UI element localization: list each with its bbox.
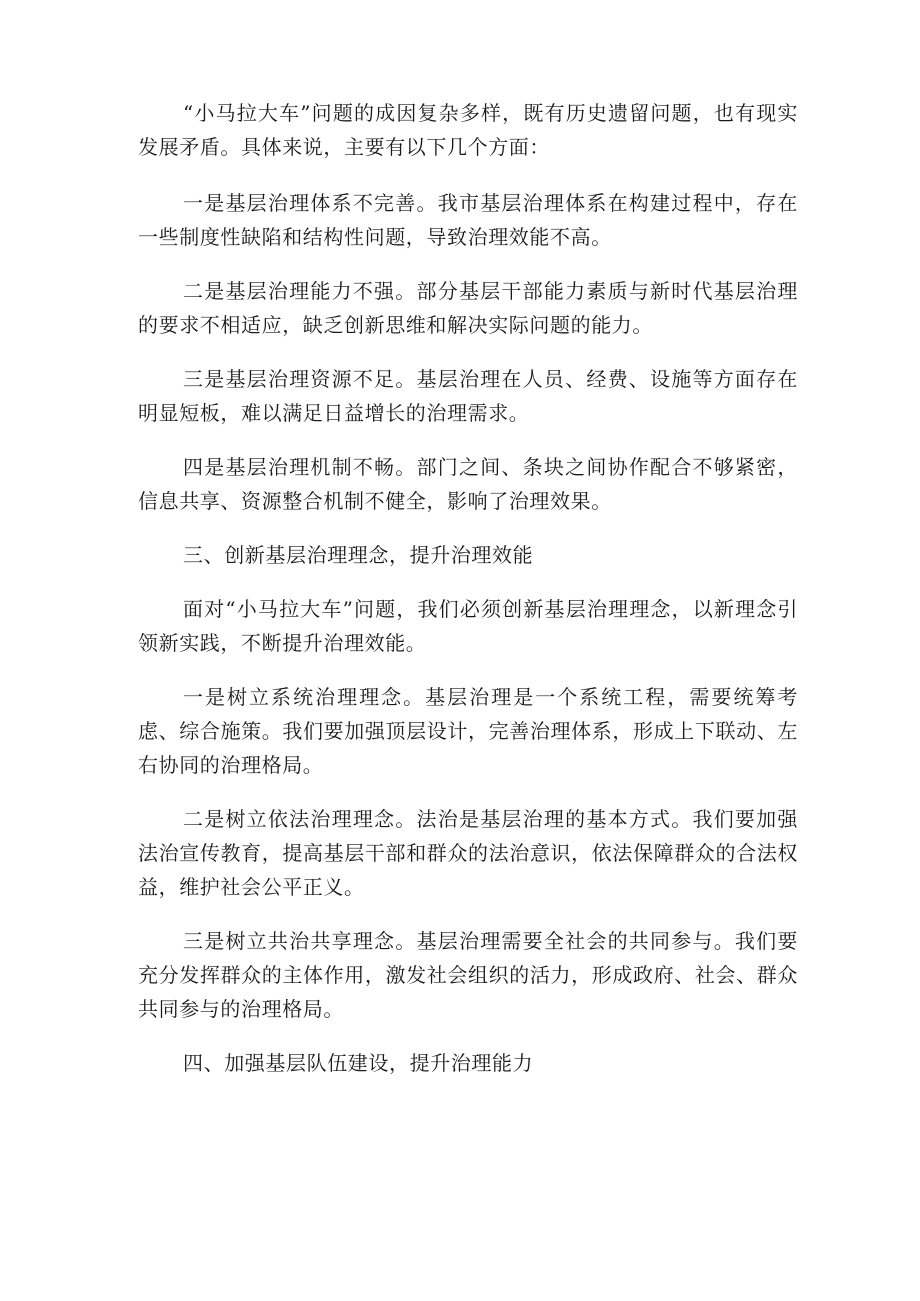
paragraph-cause-capacity: 二是基层治理能力不强。部分基层干部能力素质与新时代基层治理的要求不相适应，缺乏创新思维和解决实际问题的能力。	[138, 279, 798, 337]
paragraph-rule-of-law: 二是树立依法治理理念。法治是基层治理的基本方式。我们要加强法治宣传教育，提高基层干部和群众的法治意识，依法保障群众的合法权益，维护社会公平正义。	[138, 807, 798, 899]
section-heading-3: 三、创新基层治理理念，提升治理效能	[183, 543, 534, 567]
paragraph-systematic-governance: 一是树立系统治理理念。基层治理是一个系统工程，需要统筹考虑、综合施策。我们要加强顶层设计，完善治理体系，形成上下联动、左右协同的治理格局。	[138, 685, 798, 777]
paragraph-cause-resources: 三是基层治理资源不足。基层治理在人员、经费、设施等方面存在明显短板，难以满足日益增长的治理需求。	[138, 367, 798, 425]
paragraph-cause-system: 一是基层治理体系不完善。我市基层治理体系在构建过程中，存在一些制度性缺陷和结构性问题，导致治理效能不高。	[138, 191, 798, 249]
section-heading-4: 四、加强基层队伍建设，提升治理能力	[183, 1051, 534, 1075]
document-body	[138, 96, 798, 1100]
paragraph-section-3-intro: 面对“小马拉大车”问题，我们必须创新基层治理理念，以新理念引领新实践，不断提升治理效能。	[138, 597, 798, 655]
paragraph-shared-governance: 三是树立共治共享理念。基层治理需要全社会的共同参与。我们要充分发挥群众的主体作用，激发社会组织的活力，形成政府、社会、群众共同参与的治理格局。	[138, 929, 798, 1021]
paragraph-causes-intro: “小马拉大车”问题的成因复杂多样，既有历史遗留问题，也有现实发展矛盾。具体来说，主要有以下几个方面：	[138, 101, 798, 159]
paragraph-cause-mechanism: 四是基层治理机制不畅。部门之间、条块之间协作配合不够紧密，信息共享、资源整合机制不健全，影响了治理效果。	[138, 455, 798, 513]
